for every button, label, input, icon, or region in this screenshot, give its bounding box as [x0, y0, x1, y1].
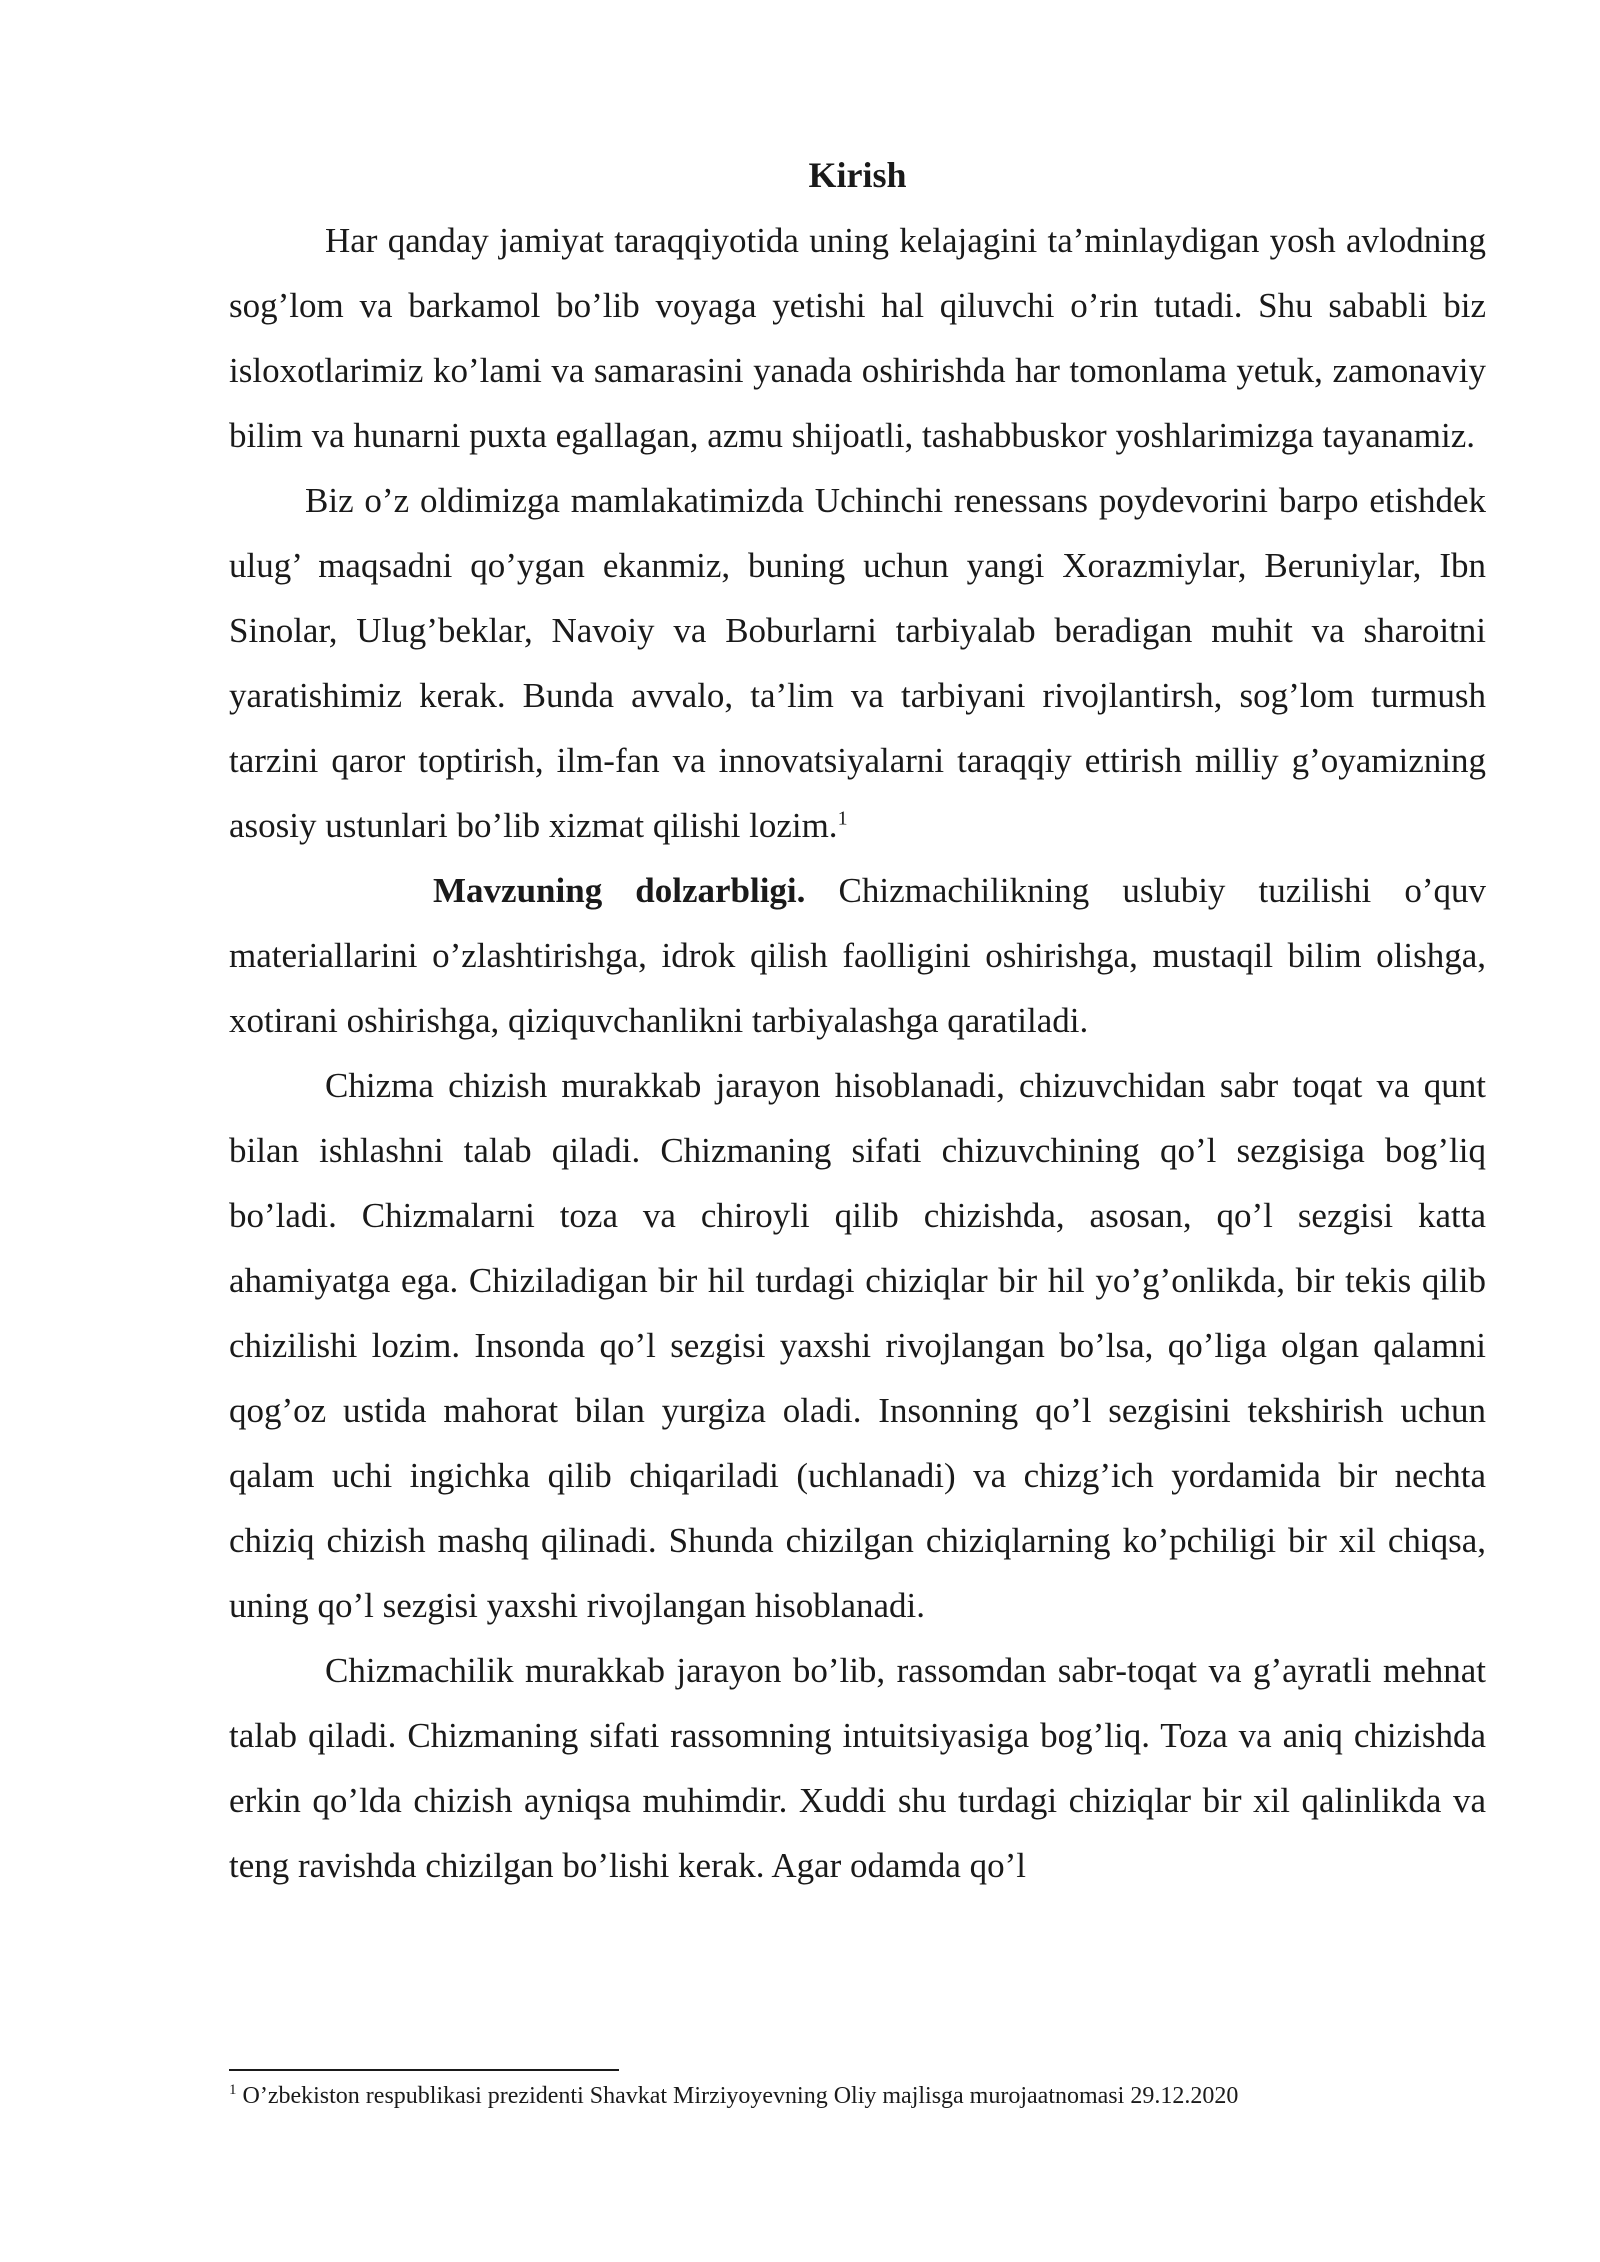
footnote — [229, 2080, 1486, 2112]
paragraph-3 — [229, 858, 1486, 1053]
paragraph-3-text: Chizmachilikning uslubiy tuzilishi o’quv materiallarini o’zlashtirishga, idrok qilish faolligini oshirishga, mustaqil bilim olishga, xotirani oshirishga, qiziquvchanlikni tarbiyalashga qaratiladi. — [229, 871, 1487, 1040]
document-page — [229, 150, 1486, 1898]
paragraph-4: Chizma chizish murakkab jarayon hisoblanadi, chizuvchidan sabr toqat va qunt bilan ishlashni talab qiladi. Chizmaning sifati chizuvchining qo’l sezgisiga bog’liq bo’ladi. Chizmalarni toza va chiroyli qilib chizishda, asosan, qo’l sezgisi katta ahamiyatga ega. Chiziladigan bir hil turdagi chiziqlar bir hil yo’g’onlikda, bir tekis qilib chizilishi lozim. Insonda qo’l sezgisi yaxshi rivojlangan bo’lsa, qo’liga olgan qalamni qog’oz ustida mahorat bilan yurgiza oladi. Insonning qo’l sezgisini tekshirish uchun qalam uchi ingichka qilib chiqariladi (uchlanadi) va chizg’ich yordamida bir nechta chiziq chizish mashq qilinadi. Shunda chizilgan chiziqlarning ko’pchiligi bir xil chiqsa, uning qo’l sezgisi yaxshi rivojlangan hisoblanadi. — [229, 1066, 1486, 1625]
paragraph-1: Har qanday jamiyat taraqqiyotida uning kelajagini ta’minlaydigan yosh avlodning sog’lom va barkamol bo’lib voyaga yetishi hal qiluvchi o’rin tutadi. Shu sababli biz isloxotlarimiz ko’lami va samarasini yanada oshirishda har tomonlama yetuk, zamonaviy bilim va hunarni puxta egallagan, azmu shijoatli, tashabbuskor yoshlarimizga tayanamiz. — [229, 221, 1486, 455]
footnote-mark: 1 — [229, 2082, 237, 2098]
page-title: Kirish — [808, 155, 907, 195]
paragraph-2 — [229, 468, 1486, 858]
footnote-text: O’zbekiston respublikasi prezidenti Shavkat Mirziyoyevning Oliy majlisga murojaatnomasi 29.12.2020 — [236, 2083, 1239, 2109]
section-lead-heading: Mavzuning dolzarbligi. — [433, 871, 806, 910]
paragraph-5: Chizmachilik murakkab jarayon bo’lib, rassomdan sabr-toqat va g’ayratli mehnat talab qiladi. Chizmaning sifati rassomning intuitsiyasiga bog’liq. Toza va aniq chizishda erkin qo’lda chizish ayniqsa muhimdir. Xuddi shu turdagi chiziqlar bir xil qalinlikda va teng ravishda chizilgan bo’lishi kerak. Agar odamda qo’l — [229, 1651, 1486, 1885]
footnote-divider — [229, 2069, 619, 2071]
paragraph-2-text: Biz o’z oldimizga mamlakatimizda Uchinchi renessans poydevorini barpo etishdek ulug’ maqsadni qo’ygan ekanmiz, buning uchun yangi Xorazmiylar, Beruniylar, Ibn Sinolar, Ulug’beklar, Navoiy va Boburlarni tarbiyalab beradigan muhit va sharoitni yaratishimiz kerak. Bunda avvalo, ta’lim va tarbiyani rivojlantirsh, sog’lom turmush tarzini qaror toptirish, ilm-fan va innovatsiyalarni taraqqiy ettirish milliy g’oyamizning asosiy ustunlari bo’lib xizmat qilishi lozim. — [229, 481, 1486, 845]
footnote-reference: 1 — [837, 807, 848, 830]
